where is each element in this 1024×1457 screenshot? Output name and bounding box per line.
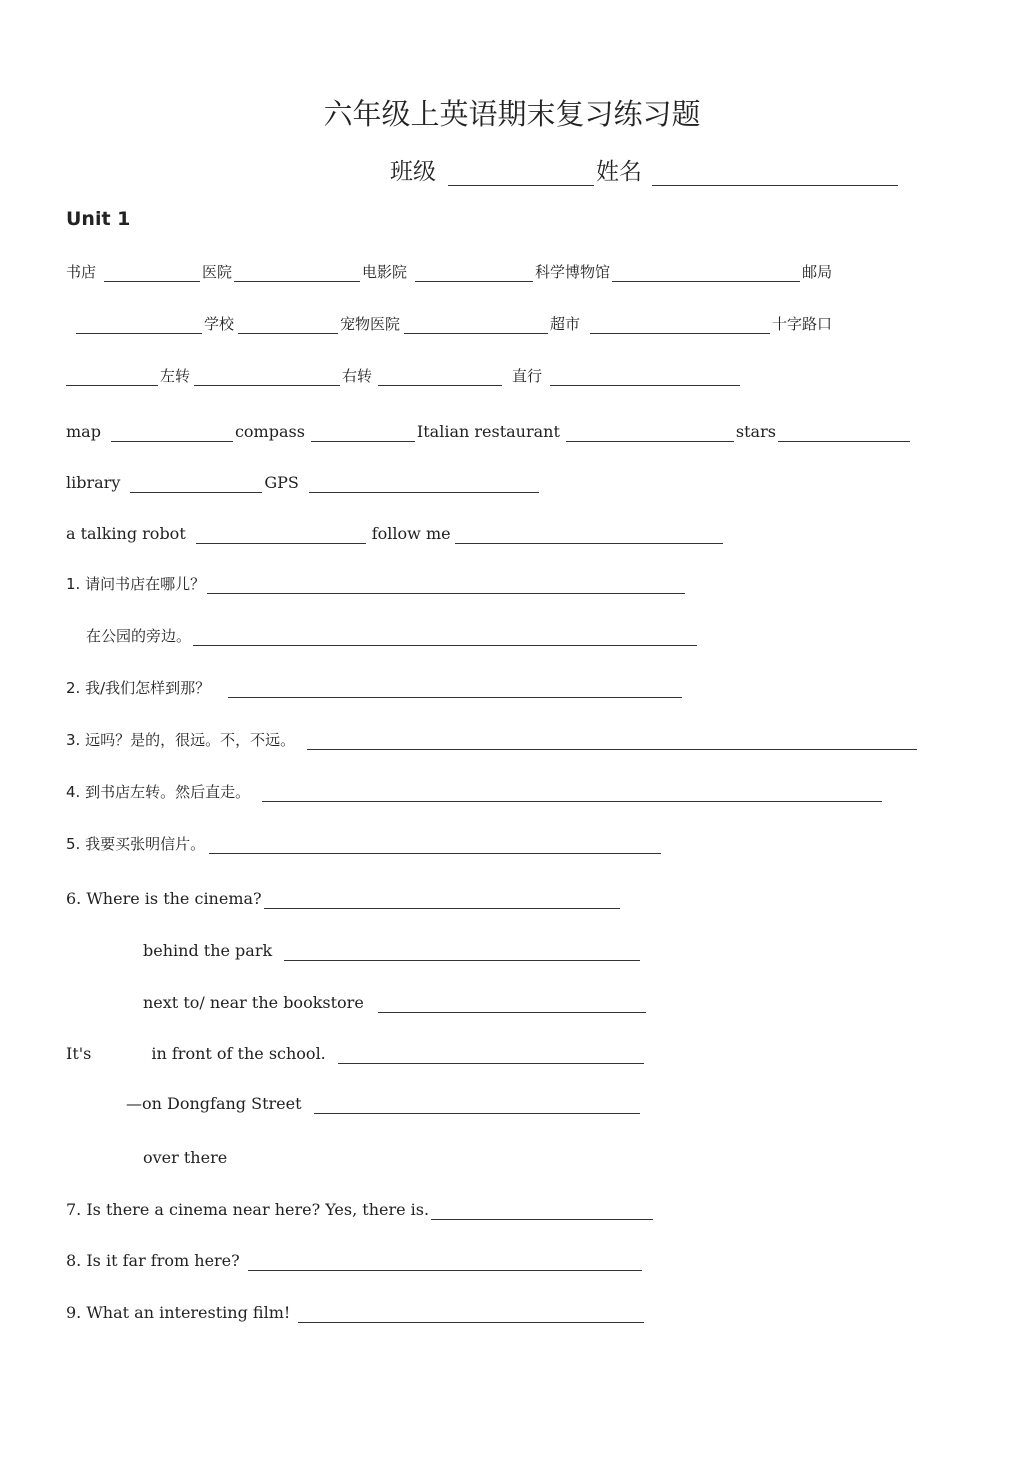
answer-blank[interactable] <box>455 526 723 544</box>
vocab-word: 书店 <box>66 263 97 281</box>
vocab-en-row-1 <box>66 422 912 442</box>
answer-blank[interactable] <box>415 264 533 282</box>
answer-blank[interactable] <box>194 368 340 386</box>
answer-blank[interactable] <box>228 680 682 698</box>
answer-blank[interactable] <box>104 264 200 282</box>
name-label: 姓名 <box>596 159 642 185</box>
answer-blank[interactable] <box>590 316 770 334</box>
question-6 <box>66 889 622 909</box>
answer-blank[interactable] <box>378 995 646 1013</box>
question-6-option-3 <box>66 1044 646 1064</box>
vocab-word: stars <box>735 422 776 441</box>
vocab-word: map <box>66 422 101 441</box>
vocab-en-row-2 <box>66 473 541 493</box>
answer-blank[interactable] <box>193 628 697 646</box>
option-text: next to/ near the bookstore <box>143 993 364 1012</box>
answer-blank[interactable] <box>111 424 233 442</box>
question-6-option-2 <box>143 993 648 1013</box>
answer-blank[interactable] <box>550 368 740 386</box>
question-1 <box>66 574 687 594</box>
vocab-word: 直行 <box>512 367 543 385</box>
vocab-word: 十字路口 <box>772 315 833 333</box>
vocab-word: 右转 <box>342 367 373 385</box>
answer-blank[interactable] <box>207 576 685 594</box>
option-text: in front of the school. <box>151 1044 326 1063</box>
question-text: 5. 我要买张明信片。 <box>66 835 206 853</box>
answer-blank[interactable] <box>248 1253 642 1271</box>
question-4 <box>66 782 884 802</box>
question-1-answer <box>86 626 699 646</box>
vocab-word: follow me <box>371 524 451 543</box>
answer-blank[interactable] <box>309 475 539 493</box>
vocab-row-2 <box>74 314 832 334</box>
question-6-option-4 <box>126 1094 642 1114</box>
vocab-word: 学校 <box>204 315 235 333</box>
answer-blank[interactable] <box>209 836 661 854</box>
answer-blank[interactable] <box>378 368 502 386</box>
answer-blank[interactable] <box>566 424 734 442</box>
question-text: 在公园的旁边。 <box>86 627 192 645</box>
question-7 <box>66 1200 655 1220</box>
vocab-word: 电影院 <box>362 263 408 281</box>
vocab-word: compass <box>234 422 305 441</box>
vocab-word: 左转 <box>160 367 191 385</box>
answer-blank[interactable] <box>307 732 917 750</box>
student-info-line <box>390 153 900 186</box>
answer-blank[interactable] <box>612 264 800 282</box>
answer-blank[interactable] <box>404 316 548 334</box>
question-5 <box>66 834 663 854</box>
option-text: —on Dongfang Street <box>126 1094 302 1113</box>
question-2 <box>66 678 684 698</box>
question-text: 6. Where is the cinema? <box>66 889 262 908</box>
class-blank[interactable] <box>448 168 594 186</box>
answer-blank[interactable] <box>314 1096 640 1114</box>
vocab-row-1 <box>66 262 832 282</box>
unit-heading: Unit 1 <box>66 208 131 230</box>
answer-blank[interactable] <box>311 424 415 442</box>
vocab-en-row-3 <box>66 524 725 544</box>
question-text: 2. 我/我们怎样到那？ <box>66 679 211 697</box>
answer-blank[interactable] <box>431 1202 653 1220</box>
option-text: behind the park <box>143 941 273 960</box>
question-9 <box>66 1303 646 1323</box>
question-8 <box>66 1251 644 1271</box>
vocab-row-3 <box>66 366 742 386</box>
answer-blank[interactable] <box>238 316 338 334</box>
answer-blank[interactable] <box>298 1305 644 1323</box>
option-text: over there <box>143 1148 228 1167</box>
question-6-option-1 <box>143 941 642 961</box>
question-text: 9. What an interesting film! <box>66 1303 291 1322</box>
question-text: 3. 远吗？是的，很远。不，不远。 <box>66 731 296 749</box>
option-prefix: It's <box>66 1044 92 1063</box>
answer-blank[interactable] <box>338 1046 644 1064</box>
answer-blank[interactable] <box>234 264 360 282</box>
answer-blank[interactable] <box>130 475 262 493</box>
question-text: 1. 请问书店在哪儿？ <box>66 575 206 593</box>
vocab-word: Italian restaurant <box>416 422 560 441</box>
question-text: 8. Is it far from here? <box>66 1251 240 1270</box>
answer-blank[interactable] <box>264 891 620 909</box>
question-text: 4. 到书店左转。然后直走。 <box>66 783 251 801</box>
vocab-word: a talking robot <box>66 524 186 543</box>
question-text: 7. Is there a cinema near here? Yes, there is. <box>66 1200 430 1219</box>
vocab-word: GPS <box>264 473 299 492</box>
answer-blank[interactable] <box>76 316 202 334</box>
answer-blank[interactable] <box>284 943 640 961</box>
name-blank[interactable] <box>652 168 898 186</box>
vocab-word: 宠物医院 <box>340 315 401 333</box>
vocab-word: 超市 <box>550 315 581 333</box>
answer-blank[interactable] <box>196 526 366 544</box>
answer-blank[interactable] <box>778 424 910 442</box>
class-label: 班级 <box>390 159 436 185</box>
answer-blank[interactable] <box>66 368 158 386</box>
question-6-option-5 <box>143 1148 227 1168</box>
vocab-word: 科学博物馆 <box>535 263 611 281</box>
page-title: 六年级上英语期末复习练习题 <box>323 97 701 131</box>
vocab-word: library <box>66 473 121 492</box>
question-3 <box>66 730 919 750</box>
vocab-word: 医院 <box>202 263 233 281</box>
answer-blank[interactable] <box>262 784 882 802</box>
vocab-word: 邮局 <box>802 263 833 281</box>
